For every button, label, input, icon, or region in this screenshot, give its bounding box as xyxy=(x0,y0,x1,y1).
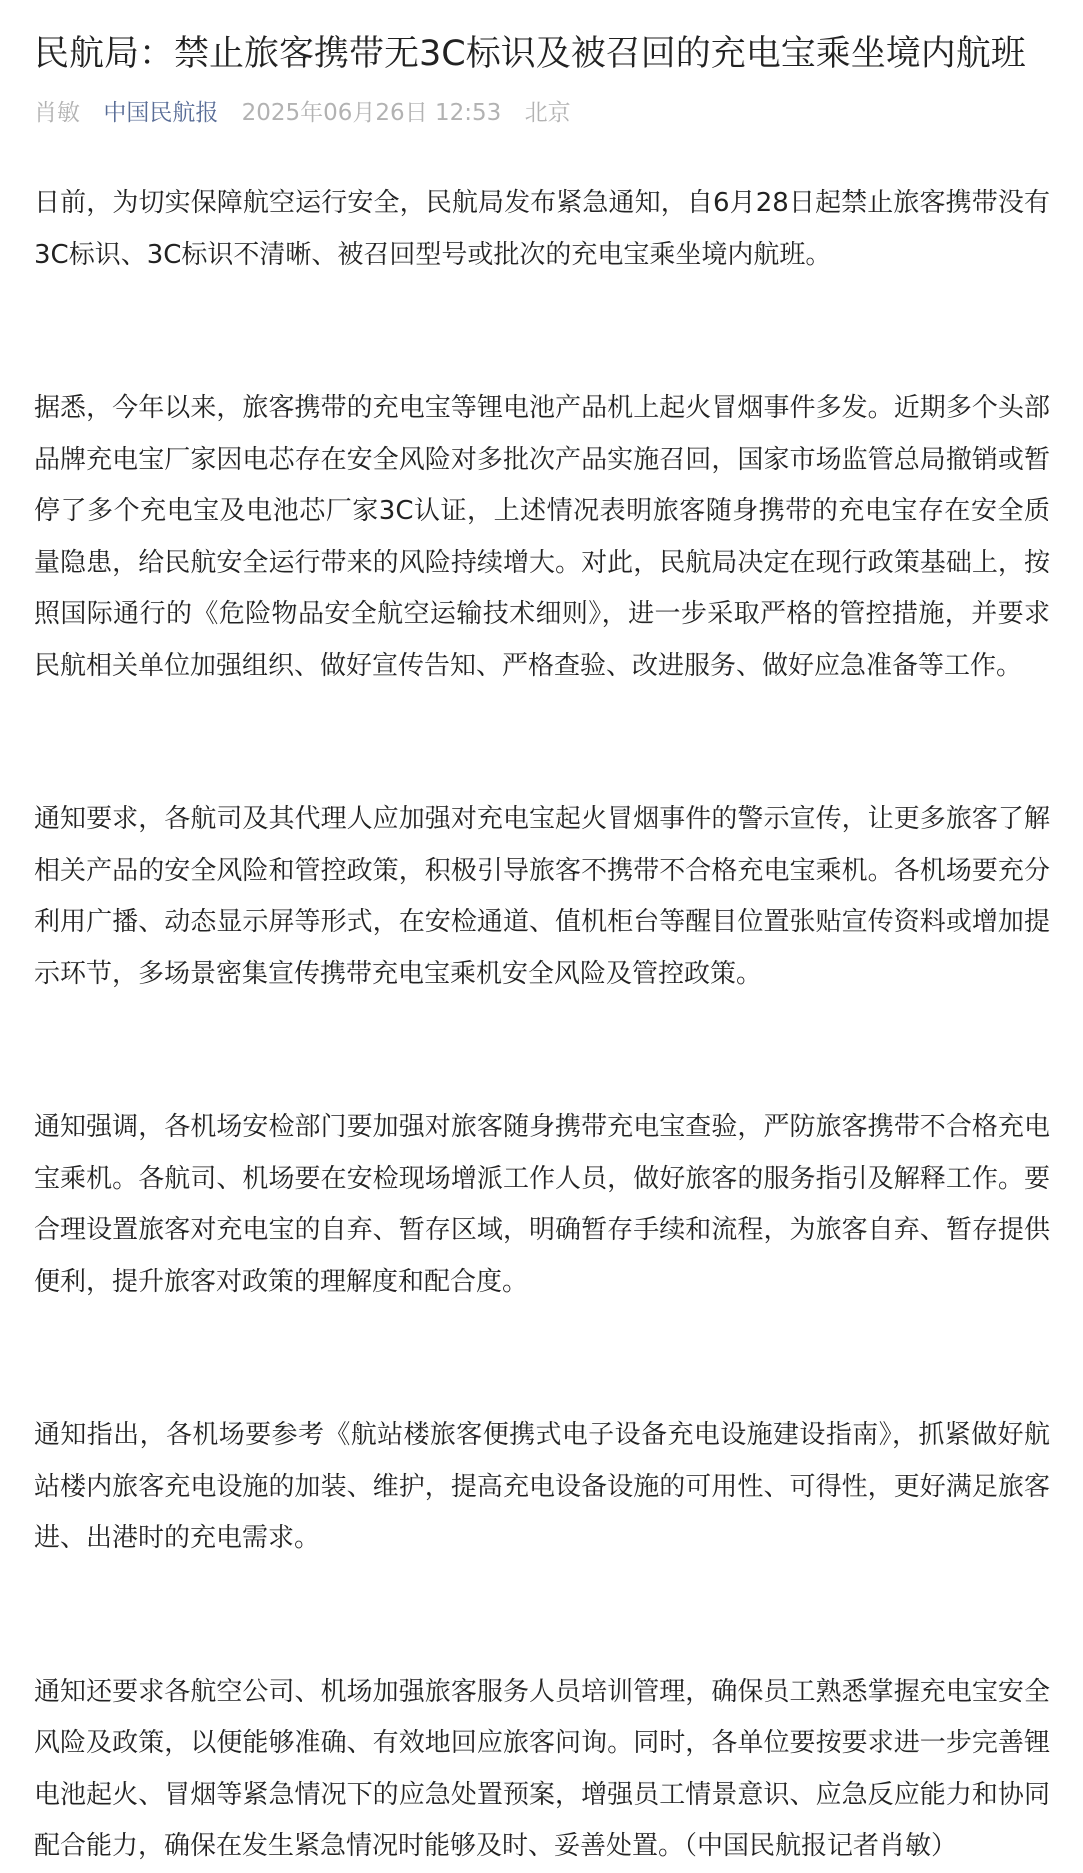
article-paragraph: 通知强调，各机场安检部门要加强对旅客随身携带充电宝查验，严防旅客携带不合格充电宝乘机。各航司、机场要在安检现场增派工作人员，做好旅客的服务指引及解释工作。要合理设置旅客对充电宝的自弃、暂存区域，明确暂存手续和流程，为旅客自弃、暂存提供便利，提升旅客对政策的理解度和配合度。 xyxy=(34,1112,1050,1297)
article-paragraph: 通知指出，各机场要参考《航站楼旅客便携式电子设备充电设施建设指南》，抓紧做好航站楼内旅客充电设施的加装、维护，提高充电设备设施的可用性、可得性，更好满足旅客进、出港时的充电需求。 xyxy=(34,1420,1050,1553)
article-paragraph: 通知要求，各航司及其代理人应加强对充电宝起火冒烟事件的警示宣传，让更多旅客了解相关产品的安全风险和管控政策，积极引导旅客不携带不合格充电宝乘机。各机场要充分利用广播、动态显示屏等形式，在安检通道、值机柜台等醒目位置张贴宣传资料或增加提示环节，多场景密集宣传携带充电宝乘机安全风险及管控政策。 xyxy=(34,804,1050,989)
article-meta xyxy=(34,96,587,130)
publish-datetime: 2025年06月26日 12:53 xyxy=(241,100,502,126)
article-paragraph: 通知还要求各航空公司、机场加强旅客服务人员培训管理，确保员工熟悉掌握充电宝安全风险及政策，以便能够准确、有效地回应旅客问询。同时，各单位要按要求进一步完善锂电池起火、冒烟等紧急情况下的应急处置预案，增强员工情景意识、应急反应能力和协同配合能力，确保在发生紧急情况时能够及时、妥善处置。（中国民航报记者肖敏） xyxy=(34,1676,1050,1861)
publish-location: 北京 xyxy=(524,100,571,126)
article-paragraph: 据悉，今年以来，旅客携带的充电宝等锂电池产品机上起火冒烟事件多发。近期多个头部品牌充电宝厂家因电芯存在安全风险对多批次产品实施召回，国家市场监管总局撤销或暂停了多个充电宝及电池芯厂家3C认证，上述情况表明旅客随身携带的充电宝存在安全质量隐患，给民航安全运行带来的风险持续增大。对此，民航局决定在现行政策基础上，按照国际通行的《危险物品安全航空运输技术细则》，进一步采取严格的管控措施，并要求民航相关单位加强组织、做好宣传告知、严格查验、改进服务、做好应急准备等工作。 xyxy=(34,393,1050,681)
article-body xyxy=(34,178,1050,1873)
article-title: 民航局：禁止旅客携带无3C标识及被召回的充电宝乘坐境内航班 xyxy=(34,34,1026,74)
article-paragraph: 日前，为切实保障航空运行安全，民航局发布紧急通知，自6月28日起禁止旅客携带没有3C标识、3C标识不清晰、被召回型号或批次的充电宝乘坐境内航班。 xyxy=(34,188,1050,270)
source-link[interactable]: 中国民航报 xyxy=(103,100,219,126)
author-name: 肖敏 xyxy=(34,100,80,126)
